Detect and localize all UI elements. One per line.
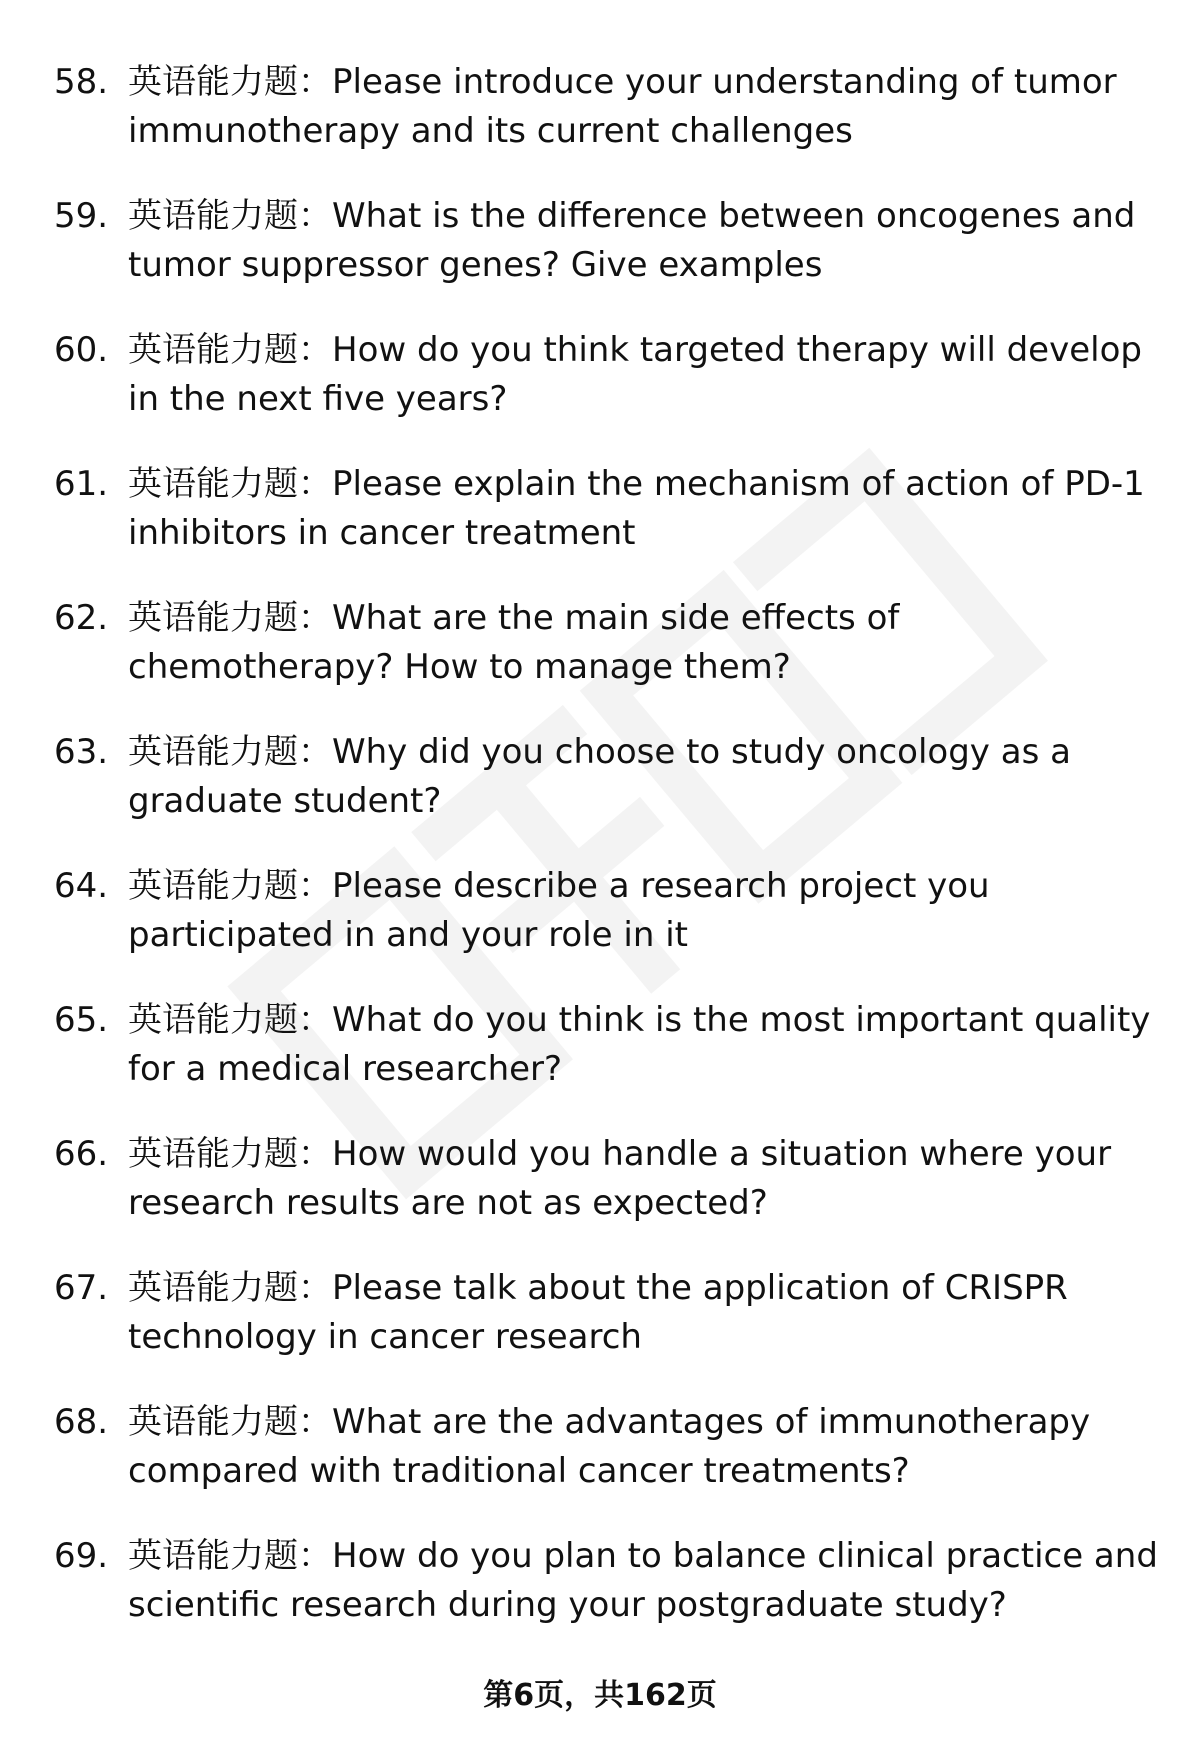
- question-text: Please talk about the application of CRISPR technology in cancer research: [128, 1268, 1068, 1357]
- question-item: [54, 1398, 1164, 1496]
- question-number: 67.: [54, 1268, 109, 1308]
- question-number: 65.: [54, 1000, 109, 1040]
- question-text: Please explain the mechanism of action of PD-1 inhibitors in cancer treatment: [128, 464, 1145, 553]
- page-footer: [0, 1676, 1200, 1716]
- question-number: 69.: [54, 1536, 109, 1576]
- question-number: 60.: [54, 330, 109, 370]
- question-prefix: 英语能力题：: [128, 1536, 332, 1576]
- question-item: [54, 594, 1164, 692]
- question-text: How do you plan to balance clinical practice and scientific research during your postgraduate study?: [128, 1536, 1158, 1625]
- question-number: 68.: [54, 1402, 109, 1442]
- question-text: What do you think is the most important quality for a medical researcher?: [128, 1000, 1151, 1089]
- question-body: [128, 460, 1164, 558]
- question-body: [128, 862, 1164, 960]
- question-body: [128, 996, 1164, 1094]
- question-prefix: 英语能力题：: [128, 1268, 332, 1308]
- question-prefix: 英语能力题：: [128, 62, 332, 102]
- question-body: [128, 1398, 1164, 1496]
- question-prefix: 英语能力题：: [128, 464, 332, 504]
- question-prefix: 英语能力题：: [128, 598, 332, 638]
- question-item: [54, 58, 1164, 156]
- question-prefix: 英语能力题：: [128, 196, 332, 236]
- question-body: [128, 594, 1164, 692]
- question-prefix: 英语能力题：: [128, 1000, 332, 1040]
- question-text: Please describe a research project you participated in and your role in it: [128, 866, 990, 955]
- question-text: Please introduce your understanding of tumor immunotherapy and its current challenges: [128, 62, 1117, 151]
- question-body: [128, 326, 1164, 424]
- question-text: What is the difference between oncogenes and tumor suppressor genes? Give examples: [128, 196, 1136, 285]
- question-item: [54, 862, 1164, 960]
- question-text: What are the main side effects of chemotherapy? How to manage them?: [128, 598, 900, 687]
- question-item: [54, 460, 1164, 558]
- question-number: 58.: [54, 62, 109, 102]
- question-list: [54, 58, 1164, 1666]
- question-text: What are the advantages of immunotherapy compared with traditional cancer treatments?: [128, 1402, 1091, 1491]
- question-body: [128, 58, 1164, 156]
- question-text: How would you handle a situation where your research results are not as expected?: [128, 1134, 1112, 1223]
- question-number: 62.: [54, 598, 109, 638]
- question-body: [128, 728, 1164, 826]
- question-body: [128, 1264, 1164, 1362]
- question-item: [54, 326, 1164, 424]
- question-prefix: 英语能力题：: [128, 1134, 332, 1174]
- question-item: [54, 996, 1164, 1094]
- question-item: [54, 728, 1164, 826]
- question-text: How do you think targeted therapy will develop in the next five years?: [128, 330, 1142, 419]
- question-number: 61.: [54, 464, 109, 504]
- question-number: 59.: [54, 196, 109, 236]
- question-prefix: 英语能力题：: [128, 1402, 332, 1442]
- question-prefix: 英语能力题：: [128, 866, 332, 906]
- question-prefix: 英语能力题：: [128, 732, 332, 772]
- question-body: [128, 1532, 1164, 1630]
- page-number-label: 第6页，共162页: [483, 1678, 717, 1713]
- question-item: [54, 1532, 1164, 1630]
- question-text: Why did you choose to study oncology as a graduate student?: [128, 732, 1071, 821]
- question-number: 63.: [54, 732, 109, 772]
- question-item: [54, 1264, 1164, 1362]
- question-number: 66.: [54, 1134, 109, 1174]
- question-item: [54, 192, 1164, 290]
- question-body: [128, 1130, 1164, 1228]
- question-prefix: 英语能力题：: [128, 330, 332, 370]
- question-body: [128, 192, 1164, 290]
- question-number: 64.: [54, 866, 109, 906]
- question-item: [54, 1130, 1164, 1228]
